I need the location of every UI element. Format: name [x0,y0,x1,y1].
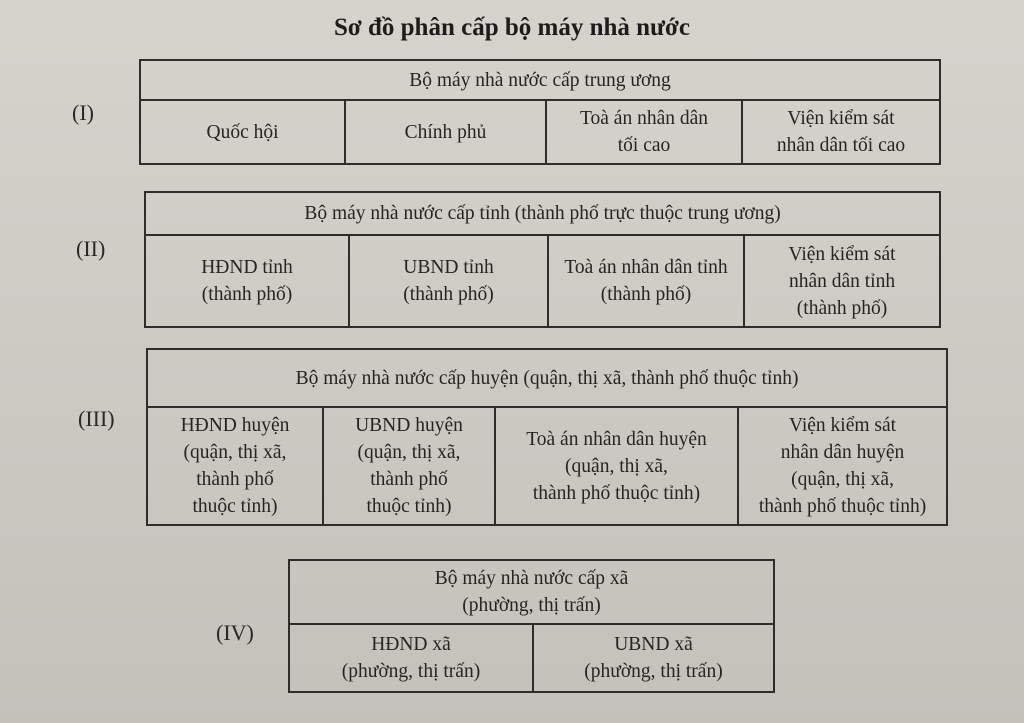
level-2-table [144,191,941,328]
commune-committee-box: UBND xã (phường, thị trấn) [533,624,774,692]
level-1-numeral: (I) [72,100,94,125]
national-assembly-box: Quốc hội [140,100,345,164]
supreme-court-box: Toà án nhân dân tối cao [546,100,742,164]
supreme-procuracy-box: Viện kiểm sát nhân dân tối cao [742,100,940,164]
level-4-numeral: (IV) [216,620,254,645]
provincial-council-box: HĐND tỉnh (thành phố) [145,235,349,327]
district-procuracy-box: Viện kiểm sát nhân dân huyện (quận, thị xã, thành phố thuộc tỉnh) [738,407,947,525]
level-2-numeral: (II) [76,236,106,261]
level-4-table [288,559,775,693]
level-3-numeral: (III) [78,406,115,431]
provincial-court-box: Toà án nhân dân tỉnh (thành phố) [548,235,744,327]
provincial-procuracy-box: Viện kiểm sát nhân dân tỉnh (thành phố) [744,235,940,327]
level-4-header: Bộ máy nhà nước cấp xã (phường, thị trấn) [289,560,774,624]
district-committee-box: UBND huyện (quận, thị xã, thành phố thuộc tỉnh) [323,407,495,525]
district-court-box: Toà án nhân dân huyện (quận, thị xã, thành phố thuộc tỉnh) [495,407,738,525]
level-3-header: Bộ máy nhà nước cấp huyện (quận, thị xã, thành phố thuộc tỉnh) [147,349,947,407]
level-2-header: Bộ máy nhà nước cấp tỉnh (thành phố trực thuộc trung ương) [145,192,940,235]
government-box: Chính phủ [345,100,546,164]
diagram-title: Sơ đồ phân cấp bộ máy nhà nước [334,14,690,41]
level-3-table [146,348,948,526]
level-1-header: Bộ máy nhà nước cấp trung ương [140,60,940,100]
district-council-box: HĐND huyện (quận, thị xã, thành phố thuộc tỉnh) [147,407,323,525]
level-1-table [139,59,941,165]
commune-council-box: HĐND xã (phường, thị trấn) [289,624,533,692]
provincial-committee-box: UBND tỉnh (thành phố) [349,235,548,327]
